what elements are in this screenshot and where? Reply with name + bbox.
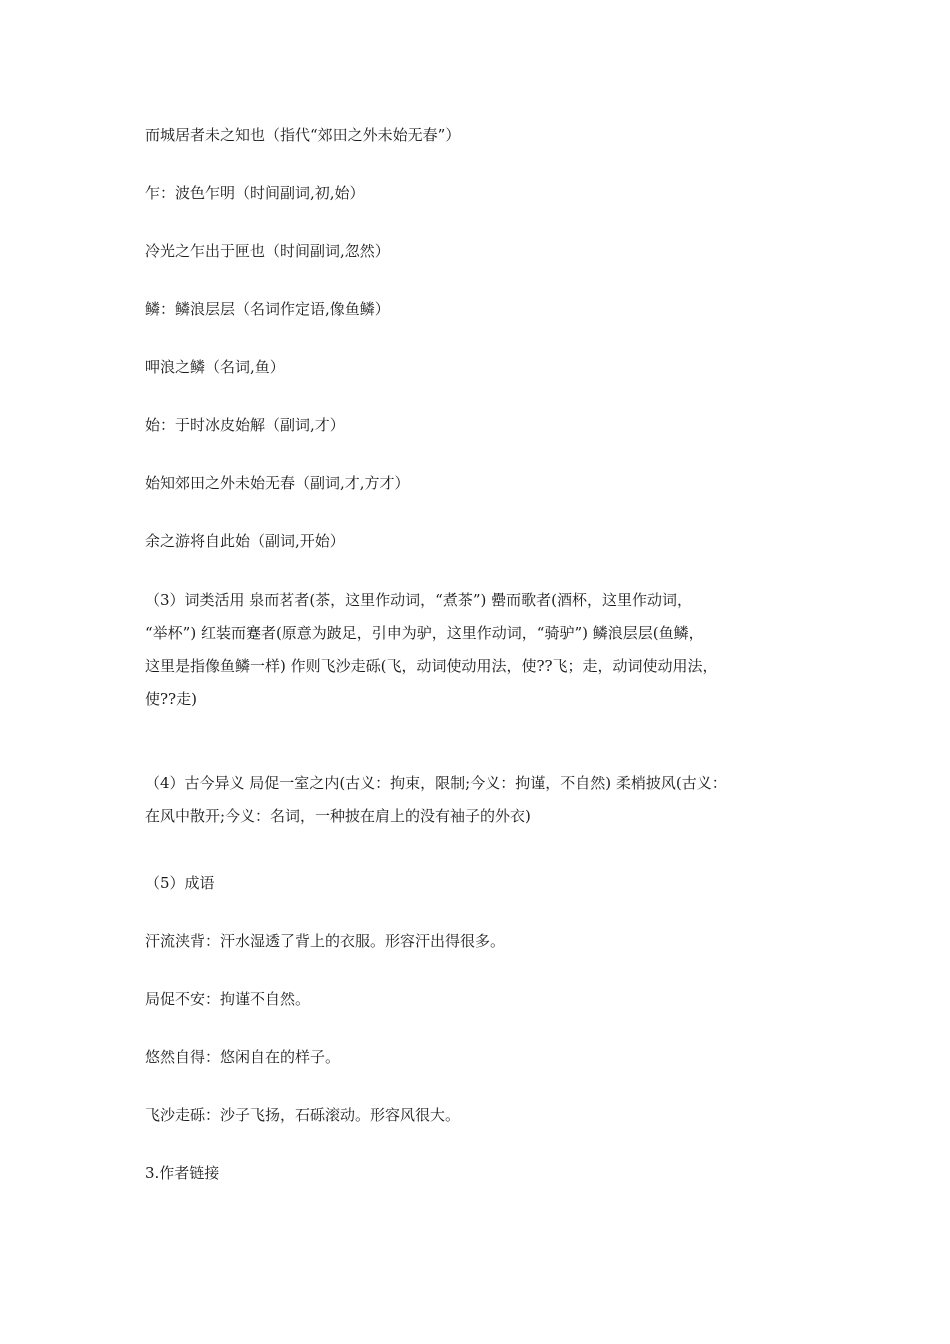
idiom-item: 悠然自得：悠闲自在的样子。 bbox=[145, 1048, 341, 1066]
paragraph-line: （3）词类活用 泉而茗者(茶，这里作动词，“煮茶”) 罍而歌者(酒杯，这里作动词， bbox=[145, 591, 692, 609]
idiom-item: 飞沙走砾：沙子飞扬，石砾滚动。形容风很大。 bbox=[145, 1106, 461, 1124]
text-line-shi-2: 始知郊田之外未始无春（副词,才,方才） bbox=[145, 474, 410, 492]
paragraph-line: 这里是指像鱼鳞一样) 作则飞沙走砾(飞，动词使动用法，使??飞；走，动词使动用法， bbox=[145, 657, 718, 675]
paragraph-line: 使??走) bbox=[145, 690, 197, 708]
idiom-item: 局促不安：拘谨不自然。 bbox=[145, 990, 311, 1008]
text-line-zha-2: 冷光之乍出于匣也（时间副词,忽然） bbox=[145, 242, 390, 260]
paragraph-ancient-modern-meaning bbox=[145, 772, 810, 838]
paragraph-line: （4）古今异义 局促一室之内(古义：拘束，限制;今义：拘谨，不自然) 柔梢披风(古义： bbox=[145, 774, 727, 792]
text-line-chengju: 而城居者未之知也（指代“郊田之外未始无春”） bbox=[145, 126, 461, 144]
section-heading-author-link: 3.作者链接 bbox=[145, 1164, 220, 1182]
paragraph-line: 在风中散开;今义：名词，一种披在肩上的没有袖子的外衣) bbox=[145, 807, 531, 825]
text-line-lin-2: 呷浪之鳞（名词,鱼） bbox=[145, 358, 285, 376]
idiom-item: 汗流浃背：汗水湿透了背上的衣服。形容汗出得很多。 bbox=[145, 932, 506, 950]
section-heading-idioms: （5）成语 bbox=[145, 874, 215, 892]
paragraph-line: “举杯”) 红装而蹇者(原意为跛足，引申为驴，这里作动词，“骑驴”) 鳞浪层层(鱼鳞， bbox=[145, 624, 704, 642]
text-line-shi-1: 始：于时冰皮始解（副词,才） bbox=[145, 416, 345, 434]
text-line-shi-3: 余之游将自此始（副词,开始） bbox=[145, 532, 345, 550]
text-line-zha-1: 乍：波色乍明（时间副词,初,始） bbox=[145, 184, 365, 202]
text-line-lin-1: 鳞：鳞浪层层（名词作定语,像鱼鳞） bbox=[145, 300, 390, 318]
paragraph-word-class-shift bbox=[145, 589, 810, 721]
